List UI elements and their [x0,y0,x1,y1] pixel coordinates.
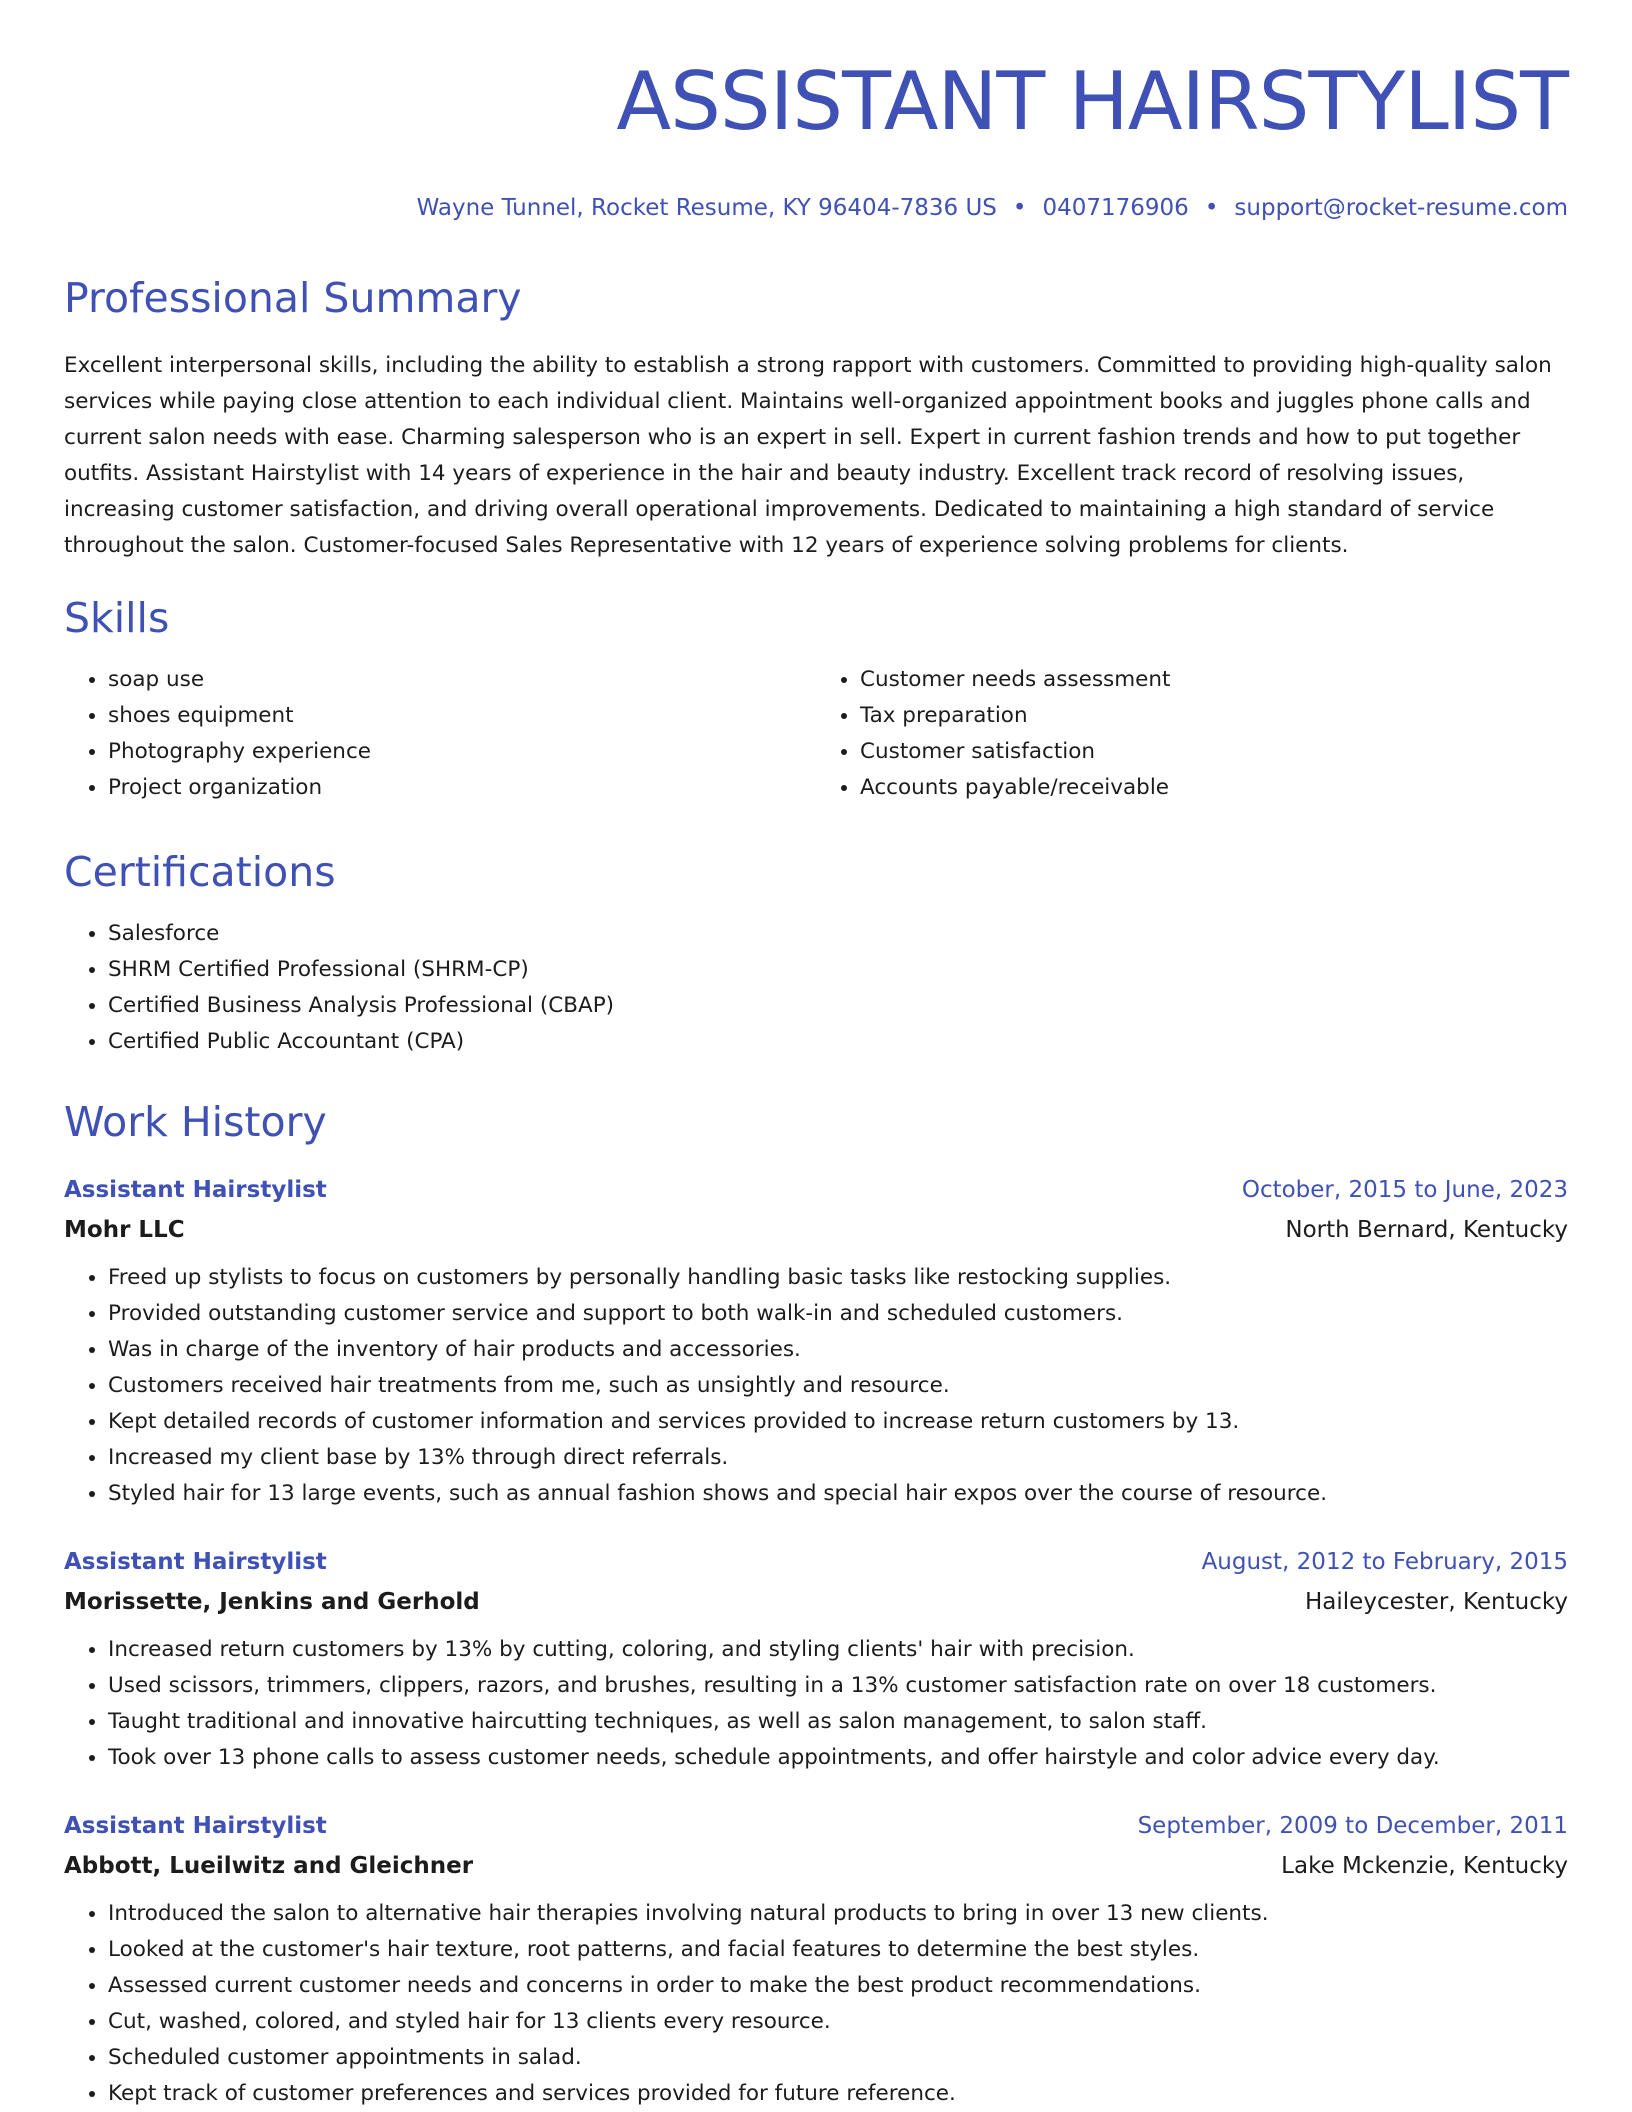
certifications-section [64,846,1568,1060]
job-company-row [64,1846,1568,1886]
job-entry [64,1170,1568,1512]
job-bullet: • Took over 13 phone calls to assess customer needs, schedule appointments, and offer hairstyle and color advice every day. [108,1740,1568,1776]
job-bullet: • Cut, washed, colored, and styled hair for 13 clients every resource. [108,2004,1568,2040]
job-bullets [64,1896,1568,2112]
contact-separator: • [1012,195,1027,221]
job-bullets [64,1260,1568,1512]
job-bullet: • Customers received hair treatments from me, such as unsightly and resource. [108,1368,1568,1404]
job-dates: September, 2009 to December, 2011 [1137,1813,1568,1839]
job-company: Morissette, Jenkins and Gerhold [64,1589,480,1615]
job-bullet: • Kept track of customer preferences and services provided for future reference. [108,2076,1568,2112]
skill-item: • soap use [108,662,816,698]
certification-item: • Certified Business Analysis Professional (CBAP) [108,988,1568,1024]
summary-heading: Professional Summary [64,274,522,322]
job-bullet: • Scheduled customer appointments in salad. [108,2040,1568,2076]
skills-heading: Skills [64,594,170,642]
job-location: North Bernard, Kentucky [1285,1217,1568,1243]
job-bullets [64,1632,1568,1776]
summary-text: Excellent interpersonal skills, including the ability to establish a strong rapport with customers. Committed to providing high-quality salon services while paying close attention to each individual client. Maintains well-organized appointment books and juggles phone calls and current salon needs with ease. Charming salesperson who is an expert in sell. Expert in current fashion trends and how to put together outfits. Assistant Hairstylist with 14 years of experience in the hair and beauty industry. Excellent track record of resolving issues, increasing customer satisfaction, and driving overall operational improvements. Dedicated to maintaining a high standard of service throughout the salon. Customer-focused Sales Representative with 12 years of experience solving problems for clients. [64,353,1552,558]
job-bullet: • Was in charge of the inventory of hair products and accessories. [108,1332,1568,1368]
certification-item: • SHRM Certified Professional (SHRM-CP) [108,952,1568,988]
skills-list-left [64,662,816,806]
job-bullet: • Introduced the salon to alternative hair therapies involving natural products to bring in over 13 new clients. [108,1896,1568,1932]
job-company: Mohr LLC [64,1217,185,1243]
contact-separator: • [1204,195,1219,221]
job-dates: August, 2012 to February, 2015 [1201,1549,1568,1575]
job-header-row [64,1542,1568,1582]
work-history-heading: Work History [64,1098,327,1146]
job-bullet: • Taught traditional and innovative haircutting techniques, as well as salon management, to salon staff. [108,1704,1568,1740]
job-location: Lake Mckenzie, Kentucky [1281,1853,1568,1879]
job-company-row [64,1582,1568,1622]
skill-item: • Tax preparation [860,698,1568,734]
job-role: Assistant Hairstylist [64,1177,327,1203]
job-bullet: • Increased return customers by 13% by cutting, coloring, and styling clients' hair with precision. [108,1632,1568,1668]
job-bullet: • Assessed current customer needs and concerns in order to make the best product recommendations. [108,1968,1568,2004]
certifications-list [64,916,1568,1060]
skill-item: • Accounts payable/receivable [860,770,1568,806]
job-bullet: • Provided outstanding customer service and support to both walk-in and scheduled customers. [108,1296,1568,1332]
skill-item: • Photography experience [108,734,816,770]
work-history-section [64,1096,1568,2112]
job-bullet: • Kept detailed records of customer information and services provided to increase return customers by 13. [108,1404,1568,1440]
resume-title: ASSISTANT HAIRSTYLIST [616,55,1568,148]
job-bullet: • Used scissors, trimmers, clippers, razors, and brushes, resulting in a 13% customer satisfaction rate on over 18 customers. [108,1668,1568,1704]
job-bullet: • Looked at the customer's hair texture, root patterns, and facial features to determine the best styles. [108,1932,1568,1968]
certification-item: • Salesforce [108,916,1568,952]
job-entry [64,1806,1568,2112]
job-bullet: • Styled hair for 13 large events, such as annual fashion shows and special hair expos over the course of resource. [108,1476,1568,1512]
skills-list-right [816,662,1568,806]
contact-email: support@rocket-resume.com [1234,195,1568,221]
certifications-heading: Certifications [64,848,336,896]
contact-phone: 0407176906 [1042,195,1189,221]
skill-item: • shoes equipment [108,698,816,734]
job-company-row [64,1210,1568,1250]
job-bullet: • Increased my client base by 13% through direct referrals. [108,1440,1568,1476]
summary-section [64,272,1568,564]
job-location: Haileycester, Kentucky [1305,1589,1568,1615]
job-role: Assistant Hairstylist [64,1549,327,1575]
job-entry [64,1542,1568,1776]
certification-item: • Certified Public Accountant (CPA) [108,1024,1568,1060]
job-header-row [64,1806,1568,1846]
contact-address: Wayne Tunnel, Rocket Resume, KY 96404-7836 US [416,195,997,221]
job-role: Assistant Hairstylist [64,1813,327,1839]
skill-item: • Customer needs assessment [860,662,1568,698]
skills-section [64,592,1568,806]
contact-line [64,192,1568,224]
job-bullet: • Freed up stylists to focus on customers by personally handling basic tasks like restocking supplies. [108,1260,1568,1296]
skills-grid [64,662,1568,806]
job-dates: October, 2015 to June, 2023 [1241,1177,1568,1203]
skill-item: • Project organization [108,770,816,806]
job-company: Abbott, Lueilwitz and Gleichner [64,1853,474,1879]
skill-item: • Customer satisfaction [860,734,1568,770]
job-header-row [64,1170,1568,1210]
